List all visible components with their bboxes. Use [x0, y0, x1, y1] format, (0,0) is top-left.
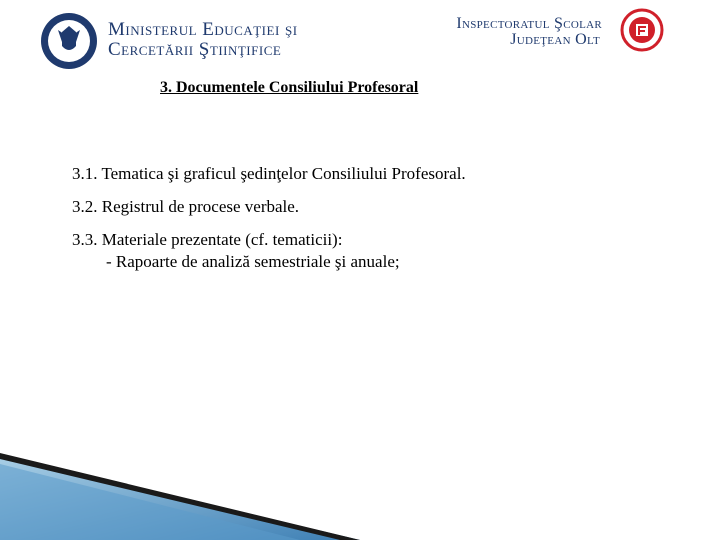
content-list: [72, 163, 466, 273]
inspectorate-line-2: Judeţean Olt: [510, 31, 600, 48]
inspectorate-name: [436, 16, 602, 48]
list-item: 3.2. Registrul de procese verbale.: [72, 197, 300, 216]
corner-decoration: [0, 450, 360, 540]
list-item: 3.3. Materiale prezentate (cf. tematicii):: [72, 230, 343, 249]
section-title: 3. Documentele Consiliului Profesoral: [160, 79, 419, 96]
inspectorate-line-1: Inspectoratul Şcolar: [456, 15, 602, 32]
ministry-line-1: Ministerul Educaţiei şi: [108, 19, 298, 40]
ministry-line-2: Cercetării Ştiinţifice: [108, 39, 282, 60]
sub-list-item: - Rapoarte de analiză semestriale şi anuale;: [106, 252, 400, 271]
inspectorate-seal-icon: [612, 8, 672, 52]
romania-coat-of-arms-icon: [40, 12, 98, 70]
list-item: 3.1. Tematica şi graficul şedinţelor Consiliului Profesoral.: [72, 164, 466, 183]
ministry-name: [108, 20, 298, 60]
